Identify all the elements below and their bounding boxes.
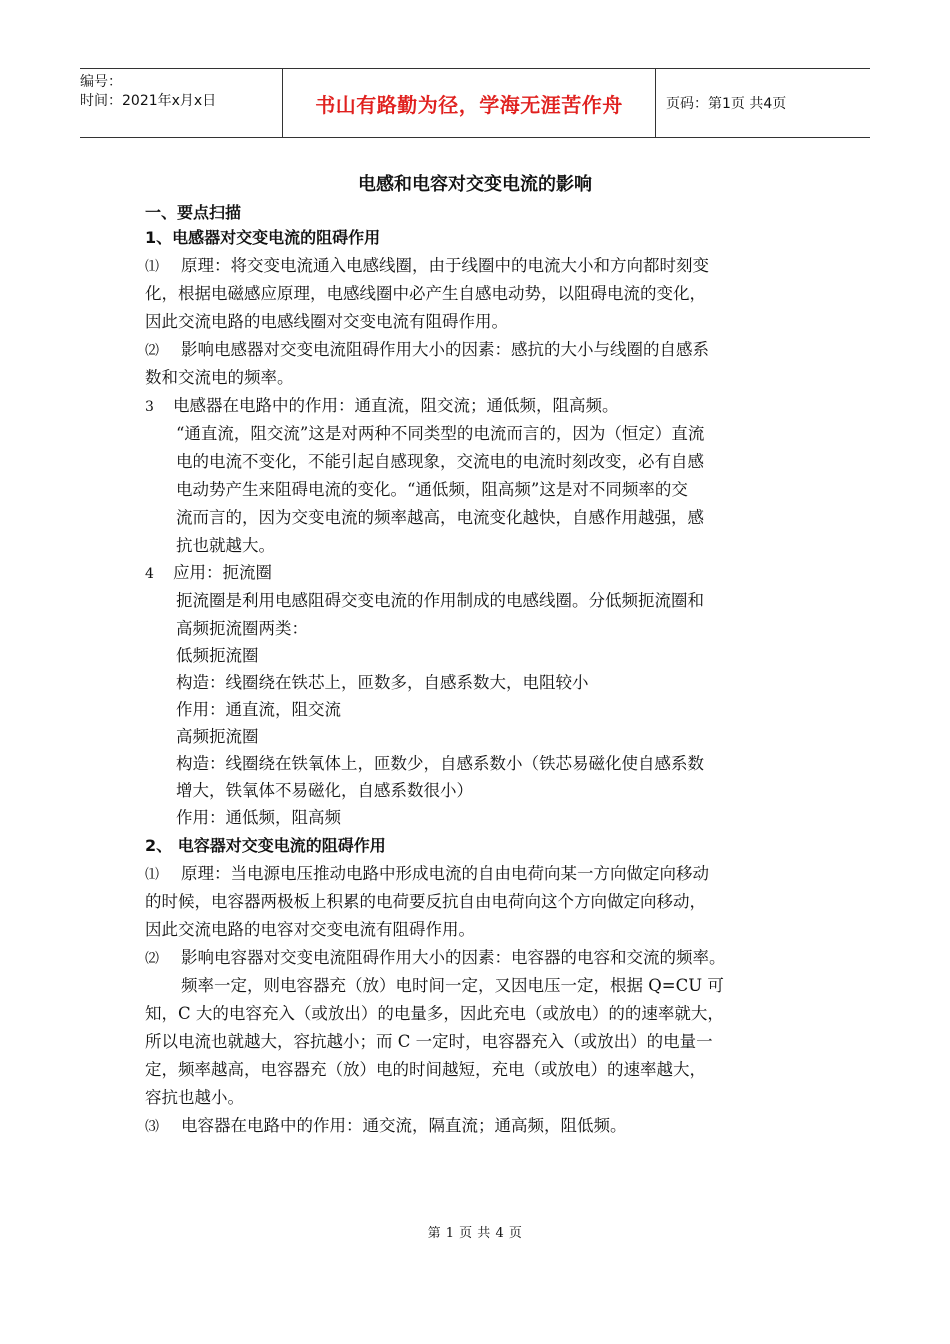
paragraph-line: 频率一定，则电容器充（放）电时间一定，又因电压一定，根据 Q=CU 可 — [181, 976, 724, 995]
page-header — [80, 68, 870, 138]
paragraph-line: 增大，铁氧体不易磁化，自感系数很小） — [176, 781, 473, 800]
subsection-heading-2: 2、 电容器对交变电流的阻碍作用 — [145, 836, 386, 855]
paragraph-line: 3 电感器在电路中的作用：通直流，阻交流；通低频，阻高频。 — [145, 396, 619, 415]
paragraph-line: 扼流圈是利用电感阻碍交变电流的作用制成的电感线圈。分低频扼流圈和 — [176, 591, 704, 610]
paragraph-line: 低频扼流圈 — [176, 646, 259, 665]
paragraph-line: 知，C 大的电容充入（或放出）的电量多，因此充电（或放电）的的速率就大， — [145, 1004, 724, 1023]
header-meta — [80, 69, 282, 137]
header-motto: 书山有路勤为径，学海无涯苦作舟 — [282, 69, 656, 137]
item-marker: ⑵ — [145, 343, 159, 359]
document-title: 电感和电容对交变电流的影响 — [358, 174, 592, 195]
paragraph-line: 构造：线圈绕在铁氧体上，匝数少，自感系数小（铁芯易磁化使自感系数 — [176, 754, 704, 773]
paragraph-line: 容抗也越小。 — [145, 1088, 244, 1107]
paragraph-line: 所以电流也就越大，容抗越小；而 C 一定时，电容器充入（或放出）的电量一 — [145, 1032, 713, 1051]
header-page-label: 页码：第1页 共4页 — [666, 96, 787, 112]
paragraph-line: 流而言的，因为交变电流的频率越高，电流变化越快，自感作用越强，感 — [176, 508, 704, 527]
paragraph-line: 电的电流不变化，不能引起自感现象，交流电的电流时刻改变，必有自感 — [176, 452, 704, 471]
paragraph-line: ⑶ 电容器在电路中的作用：通交流，隔直流；通高频，阻低频。 — [145, 1116, 627, 1135]
paragraph-line: 因此交流电路的电感线圈对交变电流有阻碍作用。 — [145, 312, 508, 331]
paragraph-line: 4 应用：扼流圈 — [145, 563, 272, 582]
paragraph-line: 构造：线圈绕在铁芯上，匝数多，自感系数大，电阻较小 — [176, 673, 589, 692]
paragraph-line: 化，根据电磁感应原理，电感线圈中必产生自感电动势，以阻碍电流的变化， — [145, 284, 706, 303]
paragraph-line: ⑴ 原理：当电源电压推动电路中形成电流的自由电荷向某一方向做定向移动 — [145, 864, 709, 883]
paragraph-line: 数和交流电的频率。 — [145, 368, 294, 387]
paragraph-line: 作用：通低频，阻高频 — [176, 808, 341, 827]
paragraph-line: ⑵ 影响电感器对交变电流阻碍作用大小的因素：感抗的大小与线圈的自感系 — [145, 340, 709, 359]
page-footer: 第 1 页 共 4 页 — [427, 1226, 523, 1241]
serial-label: 编号： — [80, 74, 122, 90]
section-heading-1: 一、要点扫描 — [145, 203, 242, 222]
item-marker: ⑶ — [145, 1119, 159, 1135]
item-marker: ⑴ — [145, 259, 159, 275]
paragraph-line: 高频扼流圈两类： — [176, 619, 308, 638]
item-marker: 3 — [145, 399, 154, 415]
item-marker: ⑴ — [145, 867, 159, 883]
subsection-heading-1: 1、电感器对交变电流的阻碍作用 — [145, 228, 381, 247]
paragraph-line: 因此交流电路的电容对交变电流有阻碍作用。 — [145, 920, 475, 939]
paragraph-line: “通直流，阻交流”这是对两种不同类型的电流而言的，因为（恒定）直流 — [176, 424, 705, 443]
paragraph-line: 电动势产生来阻碍电流的变化。“通低频，阻高频”这是对不同频率的交 — [176, 480, 688, 499]
paragraph-line: 抗也就越大。 — [176, 536, 275, 555]
paragraph-line: 定，频率越高，电容器充（放）电的时间越短，充电（或放电）的速率越大， — [145, 1060, 706, 1079]
time-label: 时间：2021年x月x日 — [80, 93, 217, 109]
paragraph-line: ⑵ 影响电容器对交变电流阻碍作用大小的因素：电容器的电容和交流的频率。 — [145, 948, 726, 967]
paragraph-line: 高频扼流圈 — [176, 727, 259, 746]
item-marker: 4 — [145, 566, 154, 582]
item-marker: ⑵ — [145, 951, 159, 967]
paragraph-line: 作用：通直流，阻交流 — [176, 700, 341, 719]
paragraph-line: 的时候，电容器两极板上积累的电荷要反抗自由电荷向这个方向做定向移动， — [145, 892, 706, 911]
paragraph-line: ⑴ 原理：将交变电流通入电感线圈，由于线圈中的电流大小和方向都时刻变 — [145, 256, 709, 275]
